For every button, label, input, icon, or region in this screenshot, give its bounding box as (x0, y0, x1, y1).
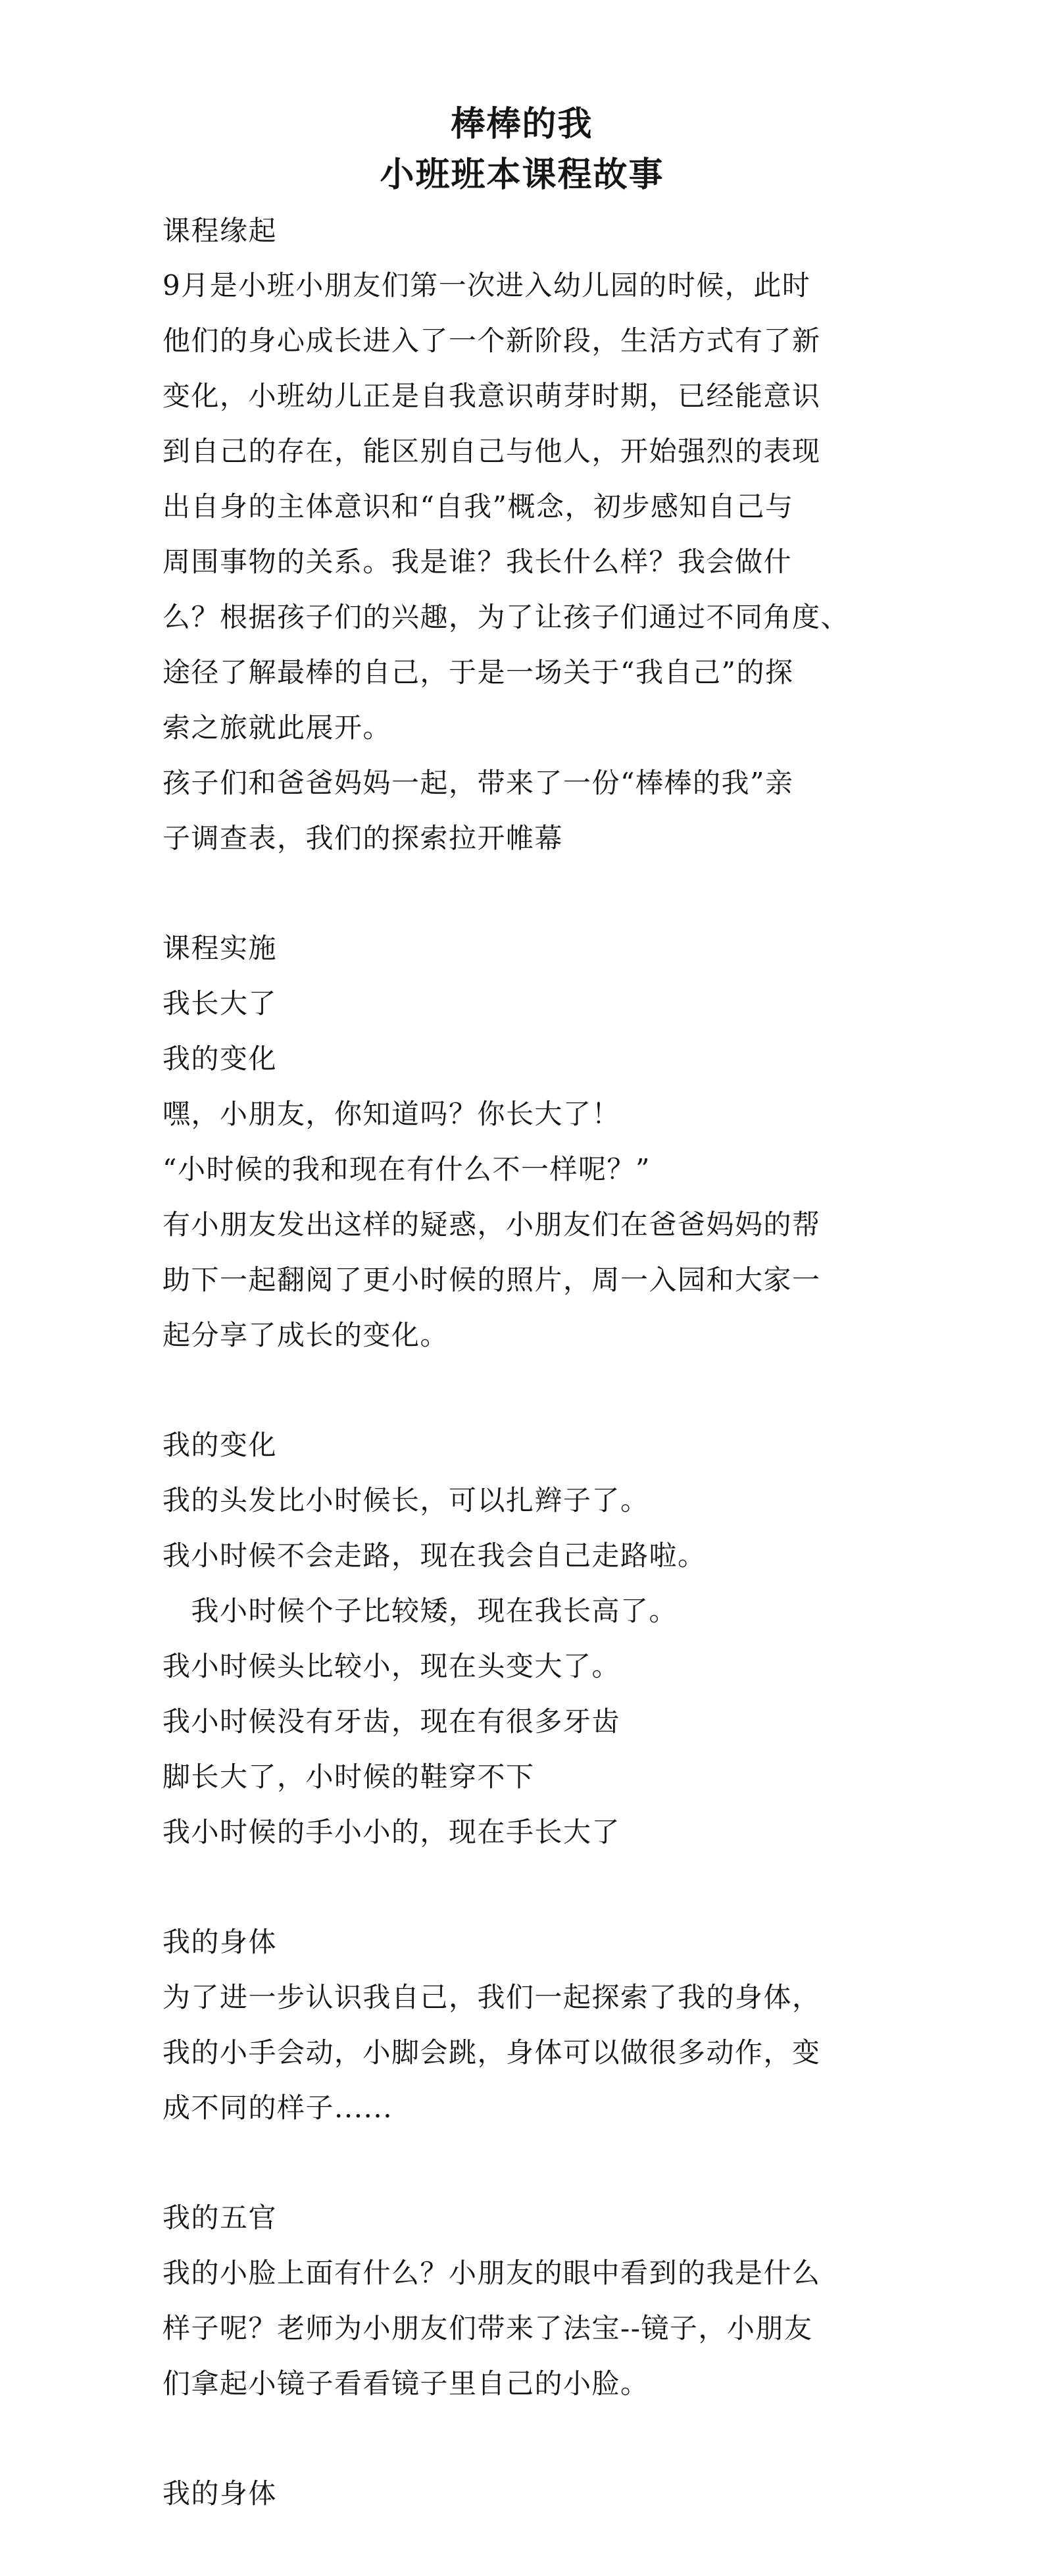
paragraph-line: 变化，小班幼儿正是自我意识萌芽时期，已经能意识 (162, 380, 821, 412)
paragraph-line: 索之旅就此展开。 (162, 711, 392, 744)
paragraph-line: 我的小脸上面有什么？小朋友的眼中看到的我是什么 (162, 2257, 821, 2289)
subheading-my-changes: 我的变化 (162, 1043, 278, 1075)
list-item: 我小时候个子比较矮，现在我长高了。 (162, 1595, 678, 1627)
document-title: 棒棒的我 (451, 104, 593, 144)
section-heading-implementation: 课程实施 (162, 932, 278, 964)
list-item: 我的头发比小时候长，可以扎辫子了。 (162, 1484, 649, 1516)
paragraph-line: 周围事物的关系。我是谁？我长什么样？我会做什 (162, 546, 793, 578)
paragraph-line: 到自己的存在，能区别自己与他人，开始强烈的表现 (162, 435, 821, 467)
paragraph-line: 他们的身心成长进入了一个新阶段，生活方式有了新 (162, 324, 821, 357)
paragraph-line: 么？根据孩子们的兴趣，为了让孩子们通过不同角度、 (162, 601, 850, 633)
subheading-grown-up: 我长大了 (162, 987, 278, 1019)
paragraph-line: 嘿，小朋友，你知道吗？你长大了！ (162, 1098, 621, 1130)
section-heading-body-2: 我的身体 (162, 2477, 278, 2510)
list-item: 我小时候没有牙齿，现在有很多牙齿 (162, 1705, 621, 1738)
list-item: 我小时候的手小小的，现在手长大了 (162, 1816, 621, 1848)
paragraph-line: 样子呢？老师为小朋友们带来了法宝--镜子，小朋友 (162, 2312, 813, 2344)
paragraph-line: 成不同的样子...... (162, 2092, 393, 2124)
paragraph-line: 们拿起小镜子看看镜子里自己的小脸。 (162, 2367, 649, 2400)
paragraph-line: 为了进一步认识我自己，我们一起探索了我的身体， (162, 1981, 821, 2013)
paragraph-line: 有小朋友发出这样的疑惑，小朋友们在爸爸妈妈的帮 (162, 1208, 821, 1241)
document-subtitle: 小班班本课程故事 (380, 155, 664, 195)
paragraph-line: 孩子们和爸爸妈妈一起，带来了一份“棒棒的我”亲 (162, 767, 794, 799)
list-item: 我小时候不会走路，现在我会自己走路啦。 (162, 1539, 707, 1572)
paragraph-line: 途径了解最棒的自己，于是一场关于“我自己”的探 (162, 656, 794, 688)
paragraph-line: 子调查表，我们的探索拉开帷幕 (162, 822, 564, 854)
section-heading-changes: 我的变化 (162, 1429, 278, 1461)
section-heading-features: 我的五官 (162, 2202, 278, 2234)
section-heading-body: 我的身体 (162, 1926, 278, 1958)
paragraph-line: 助下一起翻阅了更小时候的照片，周一入园和大家一 (162, 1264, 821, 1296)
paragraph-line: 出自身的主体意识和“自我”概念，初步感知自己与 (162, 490, 794, 523)
list-item: 脚长大了，小时候的鞋穿不下 (162, 1761, 535, 1793)
section-heading-origin: 课程缘起 (162, 215, 278, 247)
paragraph-line: 起分享了成长的变化。 (162, 1319, 449, 1351)
paragraph-line: “小时候的我和现在有什么不一样呢？” (162, 1153, 651, 1185)
paragraph-line: 我的小手会动，小脚会跳，身体可以做很多动作，变 (162, 2036, 821, 2069)
list-item: 我小时候头比较小，现在头变大了。 (162, 1650, 621, 1682)
paragraph-line: 9月是小班小朋友们第一次进入幼儿园的时候，此时 (162, 269, 811, 301)
